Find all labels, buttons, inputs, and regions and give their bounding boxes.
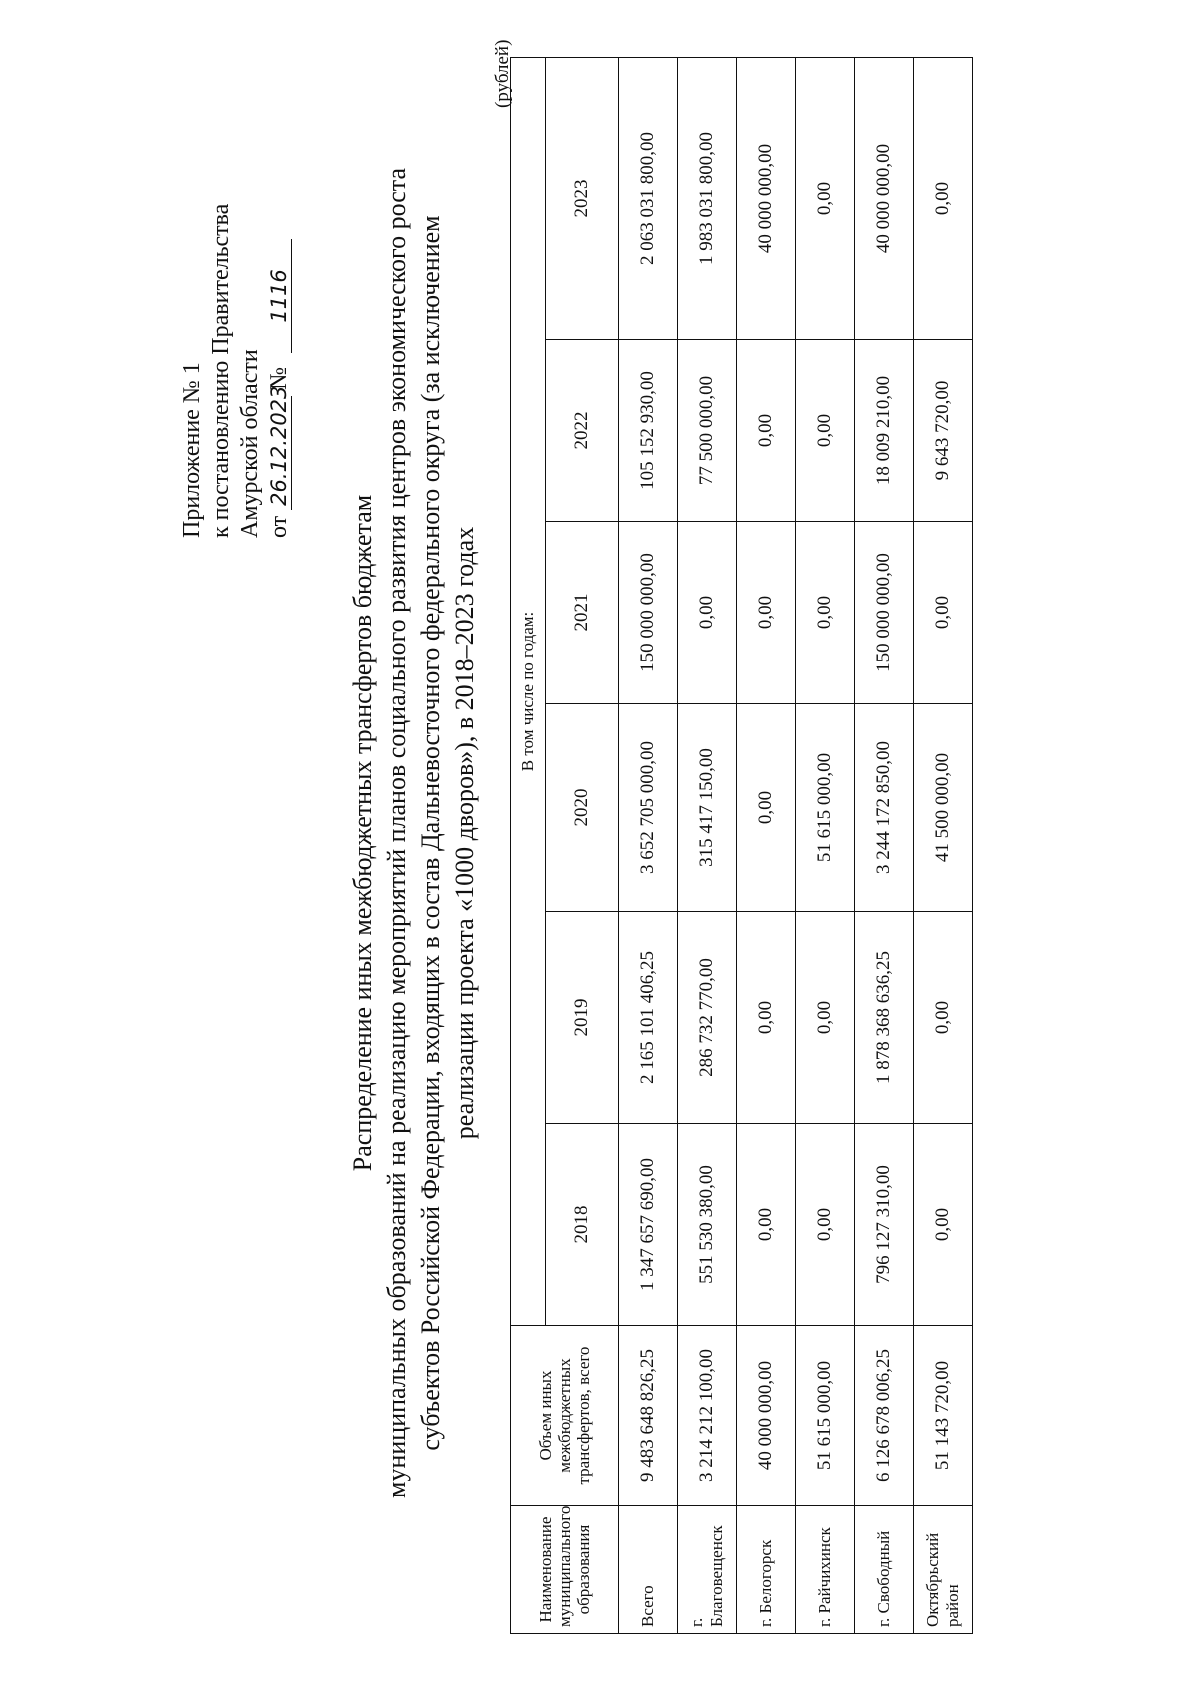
appendix-date-number-line	[265, 68, 294, 538]
document-title	[346, 118, 482, 1548]
row-year-value: 77 500 000,00	[678, 340, 737, 522]
row-year-value: 1 983 031 800,00	[678, 57, 737, 339]
row-year-value: 0,00	[737, 704, 796, 912]
column-header-year: 2018	[546, 1124, 619, 1326]
transfers-table	[510, 57, 973, 1634]
column-header-year: 2022	[546, 340, 619, 522]
row-year-value: 105 152 930,00	[619, 340, 678, 522]
row-total-value: 9 483 648 826,25	[619, 1326, 678, 1506]
number-label: №	[266, 366, 292, 390]
table-row	[796, 57, 855, 1633]
row-year-value: 3 244 172 850,00	[855, 704, 914, 912]
units-label: (рублей)	[492, 39, 513, 108]
column-header-year: 2021	[546, 522, 619, 704]
row-year-value: 0,00	[678, 522, 737, 704]
title-line-2: муниципальных образований на реализацию мероприятий планов социального развития центров экономического роста	[382, 168, 411, 1498]
row-year-value: 0,00	[914, 1124, 973, 1326]
row-year-value: 551 530 380,00	[678, 1124, 737, 1326]
row-total-value: 6 126 678 006,25	[855, 1326, 914, 1506]
row-year-value: 0,00	[796, 1124, 855, 1326]
row-year-value: 0,00	[914, 912, 973, 1124]
appendix-region-line: Амурской области	[237, 349, 263, 538]
title-line-1: Распределение иных межбюджетных трансфертов бюджетам	[348, 494, 377, 1172]
row-year-value: 0,00	[737, 522, 796, 704]
table-row	[678, 57, 737, 1633]
row-year-value: 18 009 210,00	[855, 340, 914, 522]
column-header-total: Объем иных межбюджетных трансфертов, всего	[511, 1326, 619, 1506]
appendix-resolution-line: к постановлению Правительства	[208, 203, 234, 538]
row-total-value: 51 143 720,00	[914, 1326, 973, 1506]
row-year-value: 9 643 720,00	[914, 340, 973, 522]
row-year-value: 3 652 705 000,00	[619, 704, 678, 912]
row-year-value: 1 878 368 636,25	[855, 912, 914, 1124]
row-year-value: 150 000 000,00	[855, 522, 914, 704]
row-municipality-name: Всего	[619, 1506, 678, 1634]
row-year-value: 2 063 031 800,00	[619, 57, 678, 339]
row-year-value: 286 732 770,00	[678, 912, 737, 1124]
from-label: от	[266, 515, 292, 538]
row-year-value: 2 165 101 406,25	[619, 912, 678, 1124]
column-header-municipality: Наименование муниципального образования	[511, 1506, 619, 1634]
table-header-row	[511, 57, 546, 1633]
table-row	[914, 57, 973, 1633]
row-year-value: 40 000 000,00	[855, 57, 914, 339]
appendix-header	[178, 68, 294, 538]
row-municipality-name: г. Райчихинск	[796, 1506, 855, 1634]
table-row	[619, 57, 678, 1633]
row-year-value: 0,00	[796, 912, 855, 1124]
title-line-4: реализации проекта «1000 дворов»), в 2018–2023 годах	[450, 526, 479, 1140]
row-year-value: 150 000 000,00	[619, 522, 678, 704]
row-municipality-name: г. Свободный	[855, 1506, 914, 1634]
row-total-value: 40 000 000,00	[737, 1326, 796, 1506]
row-year-value: 0,00	[796, 522, 855, 704]
column-header-by-years: В том числе по годам:	[511, 57, 546, 1325]
row-total-value: 51 615 000,00	[796, 1326, 855, 1506]
row-total-value: 3 214 212 100,00	[678, 1326, 737, 1506]
row-year-value: 0,00	[914, 57, 973, 339]
table-row	[737, 57, 796, 1633]
row-year-value: 796 127 310,00	[855, 1124, 914, 1326]
row-year-value: 315 417 150,00	[678, 704, 737, 912]
row-municipality-name: г. Благовещенск	[678, 1506, 737, 1634]
appendix-title: Приложение № 1	[179, 362, 205, 538]
row-municipality-name: г. Белогорск	[737, 1506, 796, 1634]
title-line-3: субъектов Российской Федерации, входящих в состав Дальневосточного федерального округа (за исключением	[416, 215, 445, 1451]
handwritten-date: 26.12.2023	[267, 396, 292, 510]
handwritten-number: 1116	[267, 239, 292, 353]
column-header-year: 2023	[546, 57, 619, 339]
row-year-value: 0,00	[737, 912, 796, 1124]
row-municipality-name: Октябрьский район	[914, 1506, 973, 1634]
row-year-value: 41 500 000,00	[914, 704, 973, 912]
row-year-value: 0,00	[914, 522, 973, 704]
table-row	[855, 57, 914, 1633]
column-header-year: 2020	[546, 704, 619, 912]
row-year-value: 0,00	[796, 340, 855, 522]
row-year-value: 0,00	[737, 340, 796, 522]
row-year-value: 1 347 657 690,00	[619, 1124, 678, 1326]
row-year-value: 0,00	[737, 1124, 796, 1326]
row-year-value: 40 000 000,00	[737, 57, 796, 339]
row-year-value: 51 615 000,00	[796, 704, 855, 912]
row-year-value: 0,00	[796, 57, 855, 339]
column-header-year: 2019	[546, 912, 619, 1124]
